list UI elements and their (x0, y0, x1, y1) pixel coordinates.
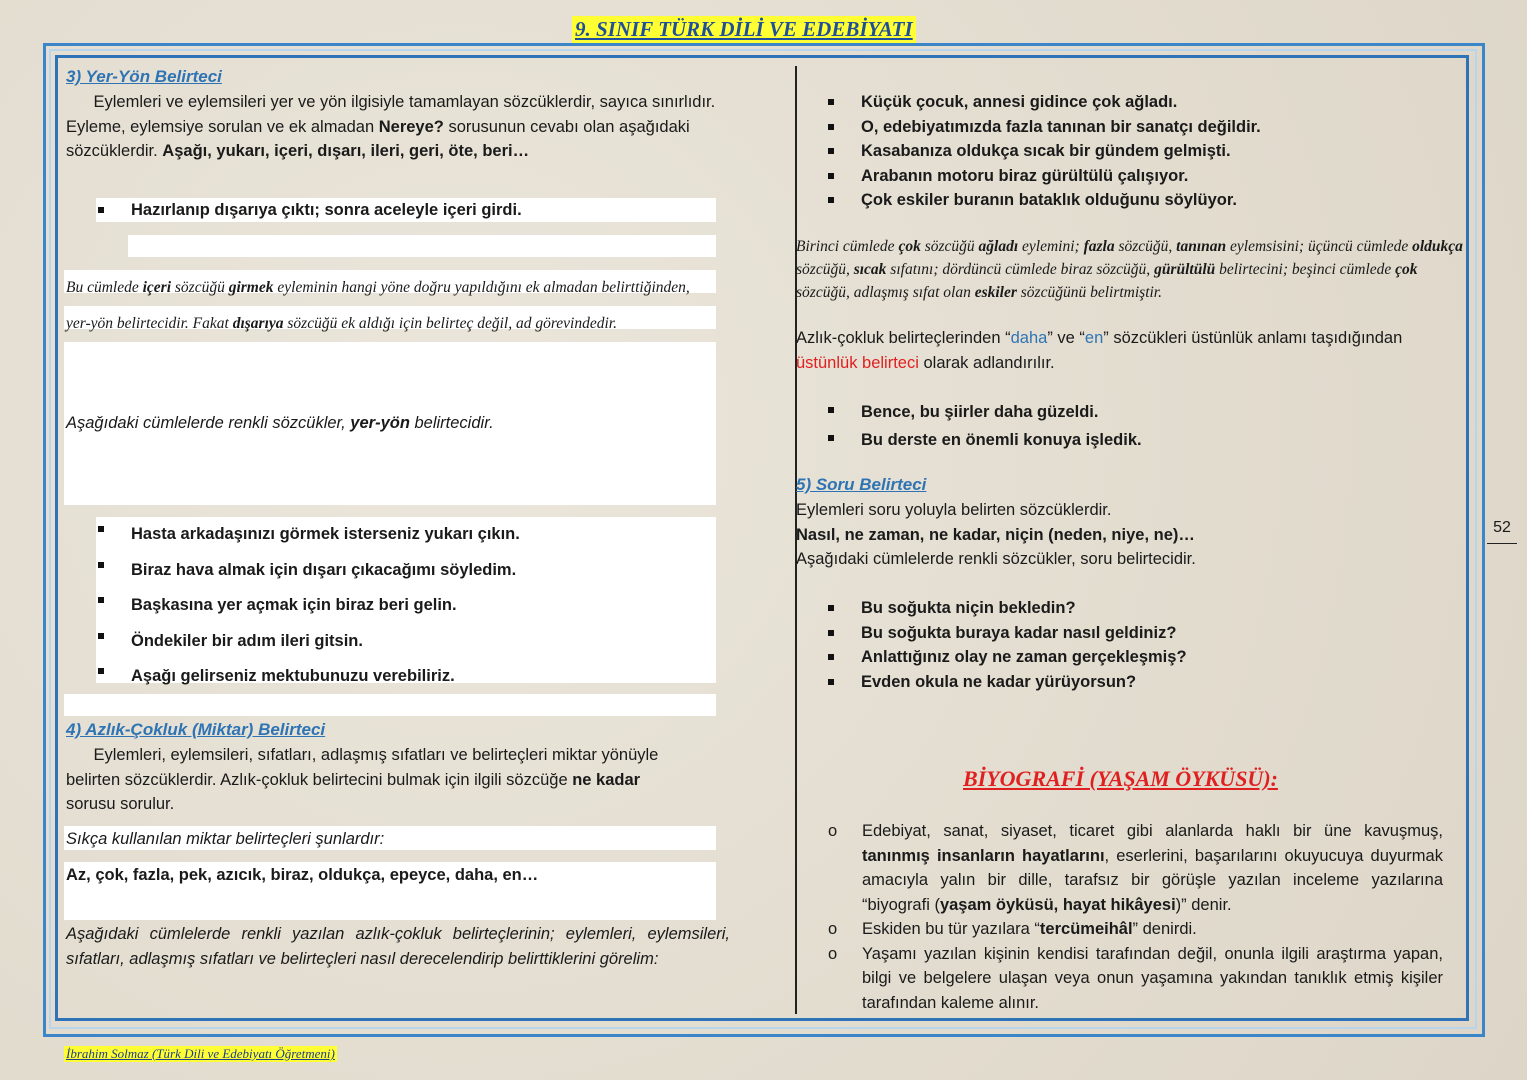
list-item (796, 819, 1448, 917)
text-run: sözcüğü (920, 238, 979, 255)
section-heading-yer-yon: 3) Yer-Yön Belirteci (66, 67, 222, 86)
text-run: sözcüğü ek aldığı için belirteç değil, ad görevindedir. (283, 314, 617, 332)
emphasis-text: fazla (1083, 238, 1115, 255)
list-item (796, 942, 1448, 1016)
emphasis-text: eskiler (974, 284, 1017, 301)
soru-intro (796, 498, 1456, 572)
author-footer: İbrahim Solmaz (Türk Dili ve Edebiyatı Öğretmeni) (66, 1046, 335, 1061)
emphasis-text: Aşağı, yukarı, içeri, dışarı, ileri, geri, öte, beri… (162, 142, 530, 160)
list-item: Anlattığınız olay ne zaman gerçekleşmiş? (796, 645, 1456, 670)
emphasis-text: çok (898, 238, 921, 255)
text-run: sözcüğü, adlaşmış sıfat olan (796, 261, 1422, 301)
text-run: Aşağıdaki cümlelerde renkli sözcükler, soru belirtecidir. (796, 550, 1196, 568)
yer-yon-explanation (66, 270, 716, 341)
colored-text: en (1084, 329, 1104, 347)
emphasis-text: yer-yön (350, 414, 410, 432)
list-item: Hazırlanıp dışarıya çıktı; sonra aceleyle içeri girdi. (66, 198, 716, 223)
emphasis-text: gürültülü (1154, 261, 1216, 278)
text-run: belirtecidir. (409, 414, 494, 432)
emphasis-text: ağladı (978, 238, 1019, 255)
page-title: 9. SINIF TÜRK DİLİ VE EDEBİYATI (572, 16, 916, 43)
list-item: Biraz hava almak için dışarı çıkacağımı söyledim. (66, 553, 716, 589)
common-adverbs-label: Sıkça kullanılan miktar belirteçleri şunlardır: (66, 830, 385, 848)
text-run: belirtecini; beşinci cümlede (1215, 261, 1396, 278)
text-run: Edebiyat, sanat, siyaset, ticaret gibi alanlarda haklı bir üne kavuşmuş, (862, 822, 1448, 840)
text-run: sorusunun cevabı olan aşağıdaki sözcüklerdir. (66, 117, 695, 160)
common-adverbs: Az, çok, fazla, pek, azıcık, biraz, oldukça, epeyce, daha, en… (66, 866, 539, 884)
emphasis-text: Nereye? (378, 117, 444, 136)
blank-box (64, 694, 716, 716)
superlative-list (796, 398, 1456, 454)
colored-text: üstünlük belirteci (796, 353, 919, 372)
text-run: Eylemleri, eylemsileri, sıfatları, adlaşmış sıfatları ve belirteçleri miktar yönüyle belirten sözcüklerdir. Azlık-çokluk belirtecini bulmak için ilgili sözcüğe (66, 746, 663, 789)
list-item: Bence, bu şiirler daha güzeldi. (796, 398, 1456, 426)
azlik-cokluk-intro (66, 743, 666, 817)
yer-yon-list (66, 517, 716, 695)
colored-text: daha (1010, 329, 1048, 347)
list-item: Aşağı gelirseniz mektubunuzu verebiliriz. (66, 659, 716, 695)
text-run: sözcüğü (171, 279, 229, 296)
list-item: Kasabanıza oldukça sıcak bir gündem gelmişti. (796, 139, 1456, 164)
text-run: eyleminin hangi yöne doğru yapıldığını ek almadan belirttiğinden, yer-yön belirtecidir. Fakat (66, 279, 694, 332)
emphasis-text: oldukça (1412, 238, 1463, 255)
superlative-text (796, 326, 1406, 375)
text-run: ” denirdi. (1132, 920, 1197, 938)
biography-list (796, 819, 1448, 1015)
page-number: 52 (1487, 519, 1517, 544)
list-item: Hasta arkadaşınızı görmek isterseniz yukarı çıkın. (66, 517, 716, 553)
text-run: ” ve “ (1047, 329, 1085, 347)
section-heading-soru: 5) Soru Belirteci (796, 475, 927, 494)
emphasis-text: dışarıya (232, 314, 284, 332)
emphasis-text: sıcak (853, 261, 887, 278)
text-run: sözcüğü, (1114, 238, 1177, 255)
text-run: Yaşamı yazılan kişinin kendisi tarafından değil, onunla ilgili araştırma yapan, bilgi ve belgelere ulaşan veya onun yaşamına yakından tanıklık etmiş kişiler tarafından kaleme alınır. (862, 944, 1448, 1012)
list-item: Başkasına yer açmak için biraz beri gelin. (66, 588, 716, 624)
list-item: Bu soğukta niçin bekledin? (796, 596, 1456, 621)
azlik-cokluk-explanation (796, 235, 1466, 304)
yer-yon-example-list (66, 198, 716, 223)
emphasis-text: çok (1395, 261, 1418, 278)
biography-heading: BİYOGRAFİ (YAŞAM ÖYKÜSÜ): (963, 766, 1278, 791)
text-run: Aşağıdaki cümlelerde renkli sözcükler, (66, 414, 351, 432)
text-run: olarak adlandırılır. (918, 353, 1055, 372)
list-item: Arabanın motoru biraz gürültülü çalışıyor. (796, 164, 1456, 189)
text-run: , eserlerini, başarılarını okuyucuya duyurmak amacıyla yalın bir dille, tarafsız bir görüşle yazılan inceleme yazılarına “biyografi ( (862, 846, 1448, 914)
yer-yon-note (66, 411, 494, 436)
text-run: Bu cümlede (66, 279, 143, 296)
blank-box (128, 235, 716, 257)
emphasis-text: tanınan (1176, 238, 1227, 255)
azlik-cokluk-list (796, 90, 1456, 213)
text-run: eylemsisini; üçüncü cümlede (1226, 238, 1413, 255)
list-item: Çok eskiler buranın bataklık olduğunu söylüyor. (796, 188, 1456, 213)
list-item (796, 917, 1443, 942)
text-run: sözcüğü, (796, 238, 1467, 278)
text-run: Eylemleri ve eylemsileri yer ve yön ilgisiyle tamamlayan sözcüklerdir, sayıca sınırlıdır. Eyleme, eylemsiye sorulan ve ek almadan (66, 93, 720, 136)
list-item: Bu soğukta buraya kadar nasıl geldiniz? (796, 621, 1456, 646)
emphasis-text: ne kadar (572, 770, 641, 789)
list-item: Evden okula ne kadar yürüyorsun? (796, 670, 1456, 695)
list-item: Öndekiler bir adım ileri gitsin. (66, 624, 716, 660)
section-heading-azlik-cokluk: 4) Azlık-Çokluk (Miktar) Belirteci (66, 720, 326, 739)
emphasis-text: girmek (228, 279, 274, 296)
text-run: Eskiden bu tür yazılara “ (862, 920, 1040, 938)
text-run: sorusu sorulur. (66, 770, 645, 813)
text-run: sıfatını; dördüncü cümlede biraz sözcüğü, (886, 261, 1155, 278)
azlik-cokluk-note: Aşağıdaki cümlelerde renkli yazılan azlık-çokluk belirteçlerinin; eylemleri, eylemsileri, sıfatları, adlaşmış sıfatları ve belirteçleri nasıl derecelendirip belirttiklerini görelim: (66, 925, 730, 968)
text-run: Birinci cümlede (796, 238, 899, 255)
emphasis-text: içeri (142, 279, 172, 296)
list-item: O, edebiyatımızda fazla tanınan bir sanatçı değildir. (796, 115, 1456, 140)
emphasis-text: Nasıl, ne zaman, ne kadar, niçin (neden, niye, ne)… (796, 525, 1195, 544)
soru-list (796, 596, 1456, 694)
text-run: Eylemleri soru yoluyla belirten sözcüklerdir. (796, 501, 1112, 519)
yer-yon-intro (66, 90, 720, 164)
text-run: )” denir. (1175, 895, 1232, 914)
list-item: Bu derste en önemli konuya işledik. (796, 426, 1456, 454)
emphasis-text: tercümeihâl (1039, 920, 1133, 938)
emphasis-text: tanınmış insanların hayatlarını (862, 846, 1105, 865)
text-run: ” sözcükleri üstünlük anlamı taşıdığından (1103, 329, 1407, 347)
text-run: sözcüğünü belirtmiştir. (1016, 284, 1162, 301)
list-item: Küçük çocuk, annesi gidince çok ağladı. (796, 90, 1456, 115)
text-run: eylemini; (1018, 238, 1084, 255)
text-run: Azlık-çokluk belirteçlerinden “ (796, 329, 1011, 347)
emphasis-text: yaşam öyküsü, hayat hikâyesi (939, 895, 1176, 914)
